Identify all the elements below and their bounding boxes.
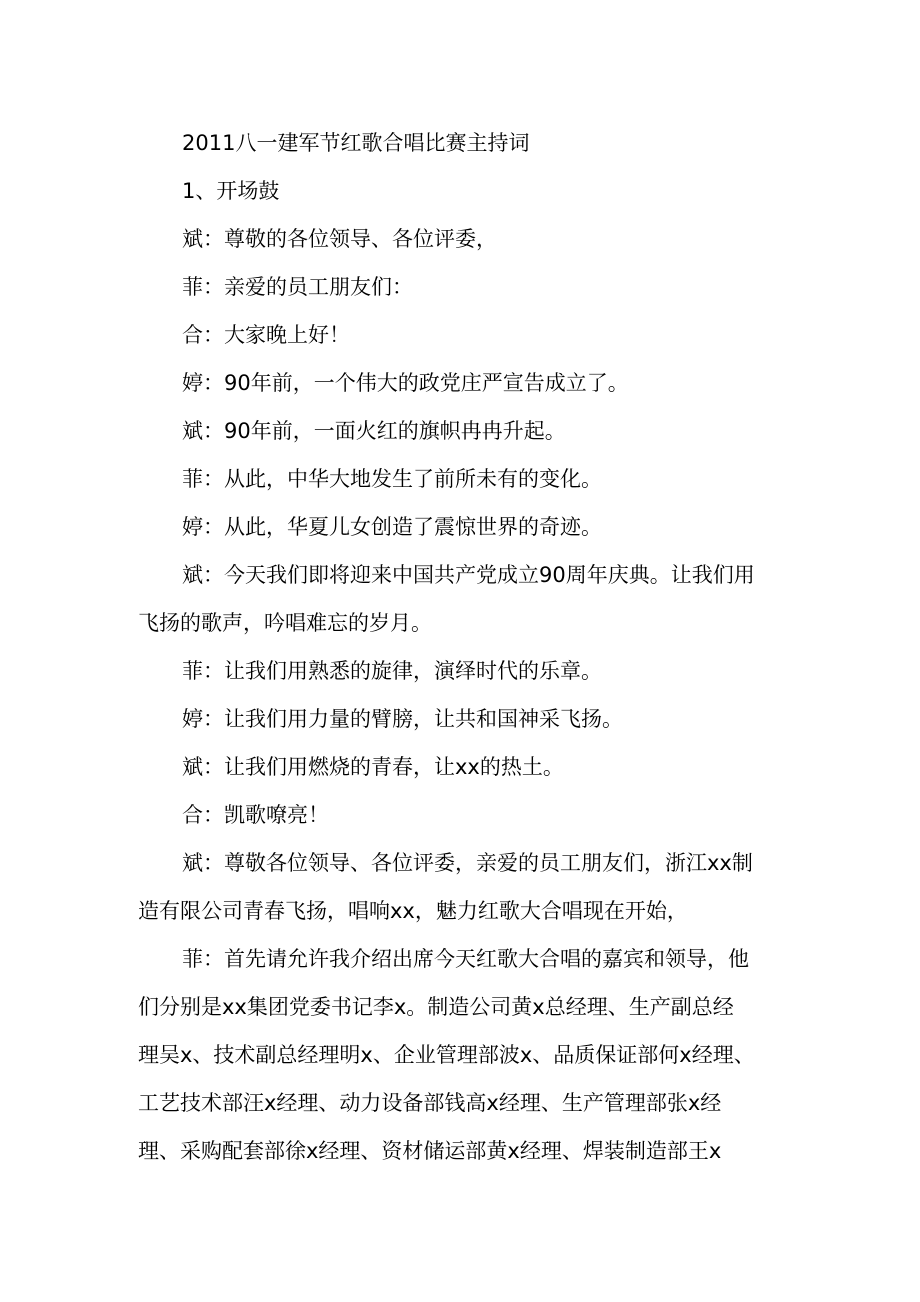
paragraph <box>138 695 778 743</box>
paragraph-line: 们分别是xx集团党委书记李x。制造公司黄x总经理、生产副总经 <box>138 995 734 1019</box>
paragraph <box>138 791 778 839</box>
paragraph <box>138 359 778 407</box>
paragraph-line: 斌：尊敬的各位领导、各位评委， <box>182 227 497 251</box>
paragraph <box>138 935 778 1175</box>
paragraph-line: 斌：今天我们即将迎来中国共产党成立90周年庆典。让我们用 <box>182 563 755 587</box>
paragraph-line: 理、采购配套部徐x经理、资材储运部黄x经理、焊装制造部王x <box>138 1139 722 1163</box>
paragraph <box>138 263 778 311</box>
paragraph-line: 菲：首先请允许我介绍出席今天红歌大合唱的嘉宾和领导，他 <box>182 947 749 971</box>
paragraph <box>138 551 778 647</box>
paragraph-line: 斌：90年前，一面火红的旗帜冉冉升起。 <box>182 419 566 443</box>
paragraph-line: 造有限公司青春飞扬，唱响xx，魅力红歌大合唱现在开始， <box>138 899 688 923</box>
paragraph-line: 理吴x、技术副总经理明x、企业管理部波x、品质保证部何x经理、 <box>138 1043 755 1067</box>
paragraph-line: 斌：让我们用燃烧的青春，让xx的热土。 <box>182 755 564 779</box>
paragraph-line: 合：凯歌嘹亮！ <box>182 803 329 827</box>
paragraph-line: 菲：从此，中华大地发生了前所未有的变化。 <box>182 467 602 491</box>
paragraph-line: 菲：让我们用熟悉的旋律，演绎时代的乐章。 <box>182 659 602 683</box>
paragraph <box>138 839 778 935</box>
paragraph-line: 斌：尊敬各位领导、各位评委，亲爱的员工朋友们，浙江xx制 <box>182 851 753 875</box>
paragraph-line: 工艺技术部汪x经理、动力设备部钱高x经理、生产管理部张x经 <box>138 1091 722 1115</box>
paragraph <box>138 407 778 455</box>
document-title: 2011八一建军节红歌合唱比赛主持词 <box>182 131 530 155</box>
paragraph <box>138 167 778 215</box>
paragraph-line: 婷：90年前，一个伟大的政党庄严宣告成立了。 <box>182 371 629 395</box>
paragraph <box>138 455 778 503</box>
paragraph-line: 合：大家晚上好！ <box>182 323 350 347</box>
paragraph-list <box>138 167 778 1175</box>
paragraph-line: 飞扬的歌声，吟唱难忘的岁月。 <box>138 611 432 635</box>
paragraph <box>138 647 778 695</box>
paragraph-line: 1、开场鼓 <box>182 179 280 203</box>
paragraph-line: 菲：亲爱的员工朋友们： <box>182 275 413 299</box>
document-body <box>138 119 778 1175</box>
paragraph <box>138 311 778 359</box>
paragraph-line: 婷：从此，华夏儿女创造了震惊世界的奇迹。 <box>182 515 602 539</box>
paragraph-line: 婷：让我们用力量的臂膀，让共和国神采飞扬。 <box>182 707 623 731</box>
paragraph <box>138 215 778 263</box>
paragraph <box>138 503 778 551</box>
paragraph <box>138 743 778 791</box>
